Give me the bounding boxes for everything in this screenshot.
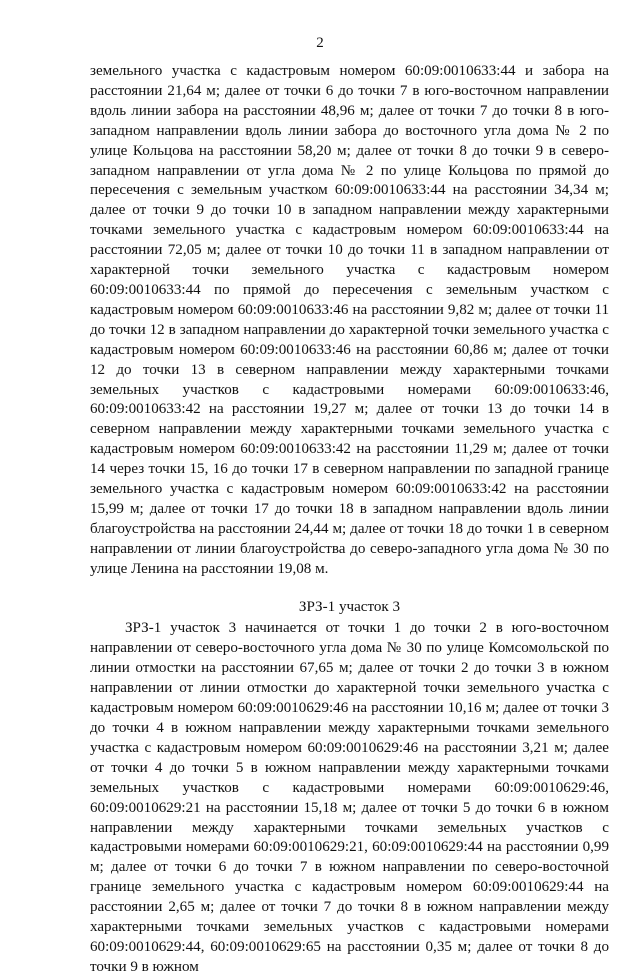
page-number: 2 [316, 35, 324, 51]
section-paragraph: ЗРЗ-1 участок 3 начинается от точки 1 до точки 2 в юго-восточном направлении от северо-восточного угла дома № 30 по улице Комсомольской по линии отмостки на расстоянии 67,65 м; далее от точки 2 до точки 3 в южном направлении от линии отмостки до характерной точки земельного участка с кадастровым номером 60:09:0010629:46 на расстоянии 10,16 м; далее от точки 3 до точки 4 в южном направлении между характерными точками земельного участка с кадастровым номером 60:09:0010629:46 на расстоянии 3,21 м; далее от точки 4 до точки 5 в южном направлении между характерными точками земельных участков с кадастровыми номерами 60:09:0010629:46, 60:09:0010629:21 на расстоянии 15,18 м; далее от точки 5 до точки 6 в южном направлении между характерными точками земельных участков с кадастровыми номерами 60:09:0010629:21, 60:09:0010629:44 на расстоянии 0,99 м; далее от точки 6 до точки 7 в южном направлении по северо-восточной границе земельного участка с кадастровым номером 60:09:0010629:44 на расстоянии 2,65 м; далее от точки 7 до точки 8 в южном направлении между характерными точками земельных участков с кадастровыми номерами 60:09:0010629:44, 60:09:0010629:65 на расстоянии 0,35 м; далее от точки 8 до точки 9 в южном [90, 620, 609, 975]
boundary-description-paragraph: земельного участка с кадастровым номером 60:09:0010633:44 и забора на расстоянии 21,64 м; далее от точки 6 до точки 7 в юго-восточном направлении вдоль линии забора на расстоянии 48,96 м; далее от точки 7 до точки 8 в юго-западном направлении вдоль линии забора до восточного угла дома № 2 по улице Кольцова на расстоянии 58,20 м; далее от точки 8 до точки 9 в северо-западном направлении от угла дома № 2 по улице Кольцова по прямой до пересечения с земельным участком 60:09:0010633:44 на расстоянии 34,34 м; далее от точки 9 до точки 10 в западном направлении между характерными точками земельного участка с кадастровым номером 60:09:0010633:44 на расстоянии 72,05 м; далее от точки 10 до точки 11 в западном направлении от характерной точки земельного участка с кадастровым номером 60:09:0010633:44 по прямой до пересечения с земельным участком с кадастровым номером 60:09:0010633:46 на расстоянии 9,82 м; далее от точки 11 до точки 12 в западном направлении до характерной точки земельного участка с кадастровым номером 60:09:0010633:46 на расстоянии 60,86 м; далее от точки 12 до точки 13 в северном направлении между характерными точками земельных участков с кадастровыми номерами 60:09:0010633:46, 60:09:0010633:42 на расстоянии 19,27 м; далее от точки 13 до точки 14 в северном направлении между характерными точками земельного участка с кадастровым номером 60:09:0010633:42 на расстоянии 11,29 м; далее от точки 14 через точки 15, 16 до точки 17 в северном направлении по западной границе земельного участка с кадастровым номером 60:09:0010633:42 на расстоянии 15,99 м; далее от точки 17 до точки 18 в западном направлении вдоль линии благоустройства на расстоянии 24,44 м; далее от точки 18 до точки 1 в северном направлении от линии благоустройства до северо-западного угла дома № 30 по улице Ленина на расстоянии 19,08 м. [90, 63, 609, 577]
section-heading: ЗРЗ-1 участок 3 [298, 598, 401, 615]
document-body [90, 62, 609, 978]
